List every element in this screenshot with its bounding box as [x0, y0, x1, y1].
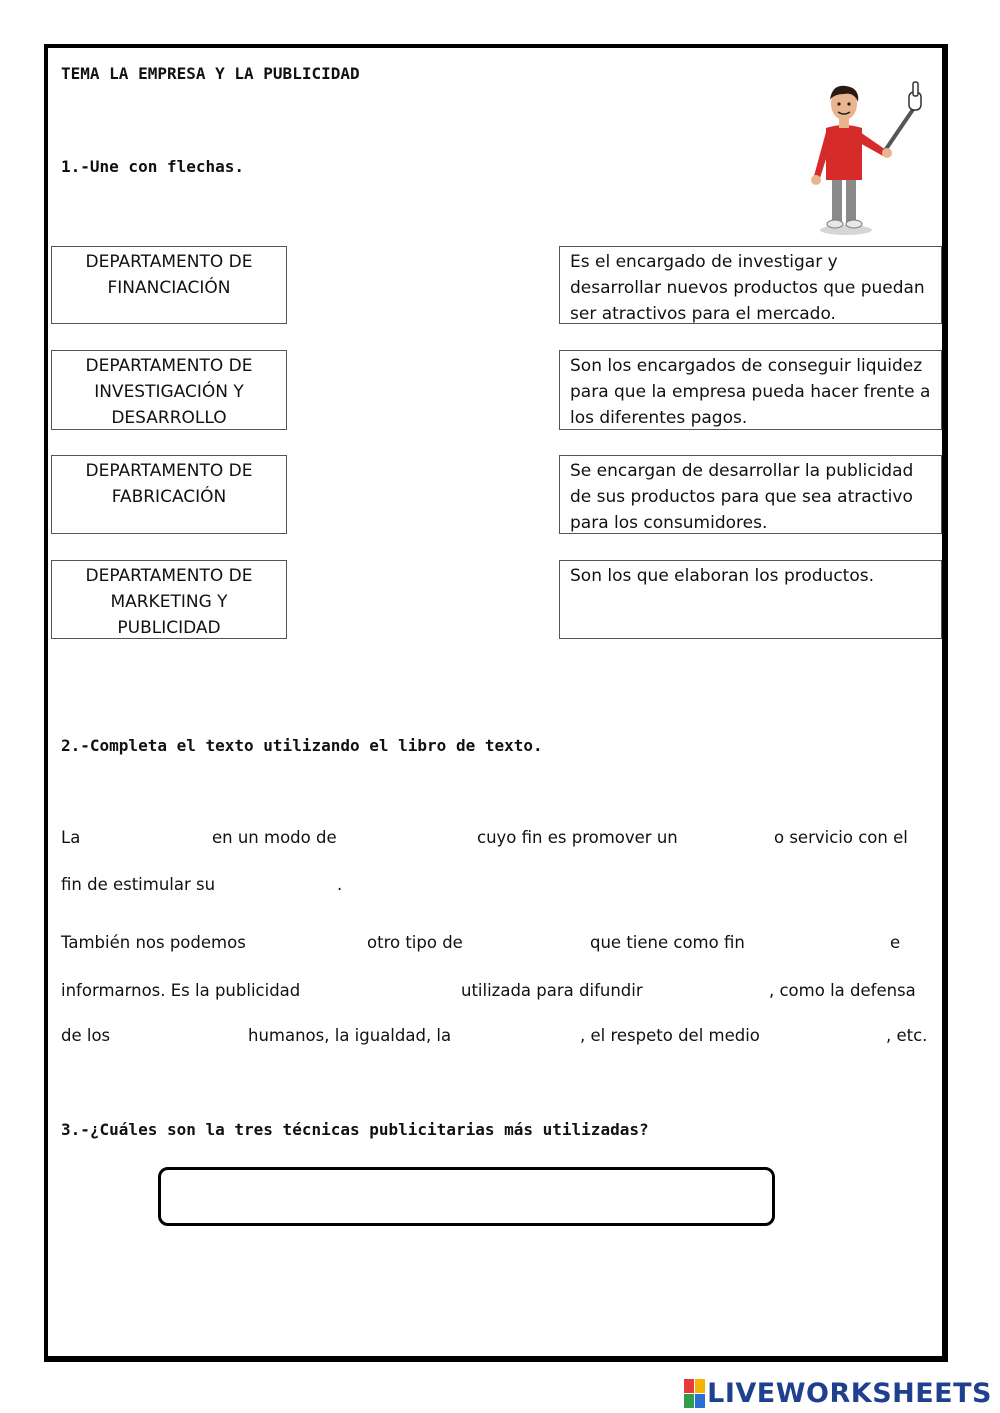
- teacher-illustration: [806, 80, 931, 238]
- page-title: TEMA LA EMPRESA Y LA PUBLICIDAD: [61, 64, 360, 83]
- question-2-title: 2.-Completa el texto utilizando el libro de texto.: [61, 736, 543, 755]
- text-fragment: que tiene como fin: [590, 933, 745, 952]
- text-fragment: utilizada para difundir: [461, 981, 643, 1000]
- question-3-title: 3.-¿Cuáles son la tres técnicas publicitarias más utilizadas?: [61, 1120, 649, 1139]
- department-box-1[interactable]: DEPARTAMENTO DE FINANCIACIÓN: [51, 246, 287, 324]
- description-box-1[interactable]: Es el encargado de investigar y desarrollar nuevos productos que puedan ser atractivos para el mercado.: [559, 246, 942, 324]
- text-fragment: , como la defensa: [769, 981, 916, 1000]
- text-fragment: en un modo de: [212, 828, 337, 847]
- text-fragment: , el respeto del medio: [580, 1026, 760, 1045]
- description-box-2[interactable]: Son los encargados de conseguir liquidez para que la empresa pueda hacer frente a los diferentes pagos.: [559, 350, 942, 430]
- worksheet-frame: [44, 44, 948, 1362]
- text-fragment: fin de estimular su: [61, 875, 216, 894]
- department-box-4[interactable]: DEPARTAMENTO DE MARKETING Y PUBLICIDAD: [51, 560, 287, 639]
- description-box-3[interactable]: Se encargan de desarrollar la publicidad de sus productos para que sea atractivo para los consumidores.: [559, 455, 942, 534]
- description-box-4[interactable]: Son los que elaboran los productos.: [559, 560, 942, 639]
- question-1-title: 1.-Une con flechas.: [61, 157, 245, 176]
- department-box-3[interactable]: DEPARTAMENTO DE FABRICACIÓN: [51, 455, 287, 534]
- text-fragment: También nos podemos: [61, 933, 246, 952]
- text-fragment: .: [337, 875, 343, 894]
- brand-logo: [684, 1378, 992, 1409]
- text-fragment: de los: [61, 1026, 111, 1045]
- text-fragment: informarnos. Es la publicidad: [61, 981, 301, 1000]
- answer-box[interactable]: [158, 1167, 775, 1226]
- text-fragment: otro tipo de: [367, 933, 463, 952]
- text-fragment: cuyo fin es promover un: [477, 828, 678, 847]
- department-box-2[interactable]: DEPARTAMENTO DE INVESTIGACIÓN Y DESARROLLO: [51, 350, 287, 430]
- text-fragment: humanos, la igualdad, la: [248, 1026, 452, 1045]
- liveworksheets-icon: [684, 1379, 705, 1408]
- text-fragment: , etc.: [886, 1026, 928, 1045]
- text-fragment: o servicio con el: [774, 828, 908, 847]
- brand-name: LIVEWORKSHEETS: [707, 1378, 992, 1409]
- text-fragment: e: [890, 933, 901, 952]
- text-fragment: La: [61, 828, 81, 847]
